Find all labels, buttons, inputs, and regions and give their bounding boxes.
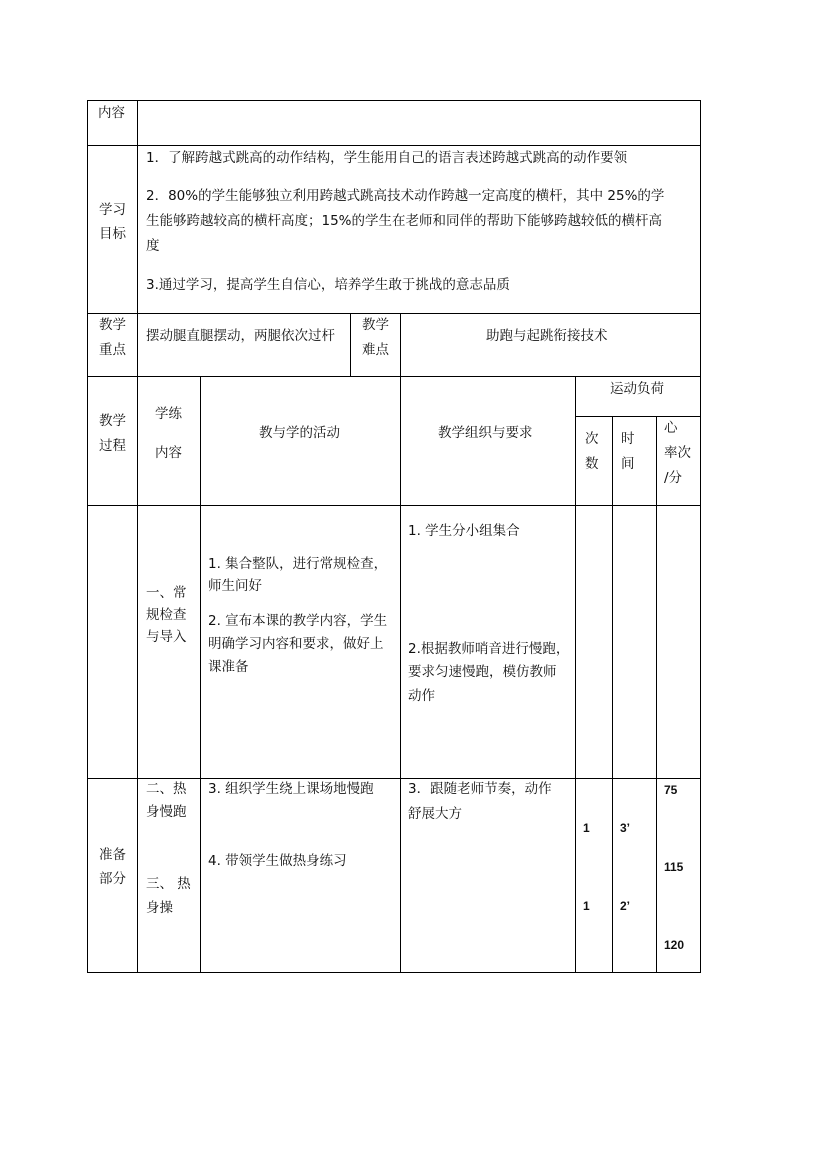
objective-item-2-line3: 度 — [146, 238, 160, 254]
activity2-line3: 课准备 — [208, 659, 249, 675]
header-heart-rate-line3: /分 — [664, 470, 683, 486]
section2-content-a-line1: 二、热 — [146, 781, 187, 797]
organization3-line2: 舒展大方 — [408, 806, 462, 822]
row-divider — [87, 505, 701, 506]
header-exercise-load: 运动负荷 — [610, 381, 664, 397]
table-border-left — [87, 100, 88, 973]
table-border-top — [87, 100, 701, 101]
content-label: 内容 — [98, 105, 125, 121]
objectives-label-line1: 学习 — [99, 202, 126, 218]
header-content-line1: 学练 — [155, 406, 182, 422]
duration-value-2: 2’ — [620, 899, 631, 913]
row-divider — [87, 313, 701, 314]
process-label-line2: 过程 — [99, 438, 126, 454]
objective-item-2-line1: 2．80%的学生能够独立利用跨越式跳高技术动作跨越一定高度的横杆，其中 25%的学 — [146, 188, 665, 204]
header-times-line2: 数 — [585, 456, 599, 472]
column-divider — [137, 100, 138, 973]
preparation-part-line2: 部分 — [99, 871, 126, 887]
row-divider — [87, 376, 701, 377]
objective-item-2-line2: 生能够跨越较高的横杆高度；15%的学生在老师和同伴的帮助下能够跨越较低的横杆高 — [146, 213, 663, 229]
header-duration-line2: 间 — [621, 456, 635, 472]
section1-content-line3: 与导入 — [146, 629, 187, 645]
activity3: 3. 组织学生绕上课场地慢跑 — [208, 781, 374, 797]
times-value-2: 1 — [583, 899, 590, 913]
row-divider — [576, 416, 701, 417]
difficulty-value: 助跑与起跳衔接技术 — [486, 328, 608, 344]
difficulty-label-line2: 难点 — [362, 342, 389, 358]
header-heart-rate-line2: 率次 — [664, 445, 691, 461]
column-divider — [575, 376, 576, 973]
header-content-line2: 内容 — [155, 445, 182, 461]
column-divider — [612, 416, 613, 973]
organization2-line1: 2.根据教师哨音进行慢跑， — [408, 641, 570, 657]
section2-content-b-line1: 三、 热 — [146, 876, 191, 892]
organization1: 1. 学生分小组集合 — [408, 523, 520, 539]
table-border-right — [700, 100, 701, 973]
activity1-line1: 1. 集合整队，进行常规检查， — [208, 556, 388, 572]
objective-item-1: 1．了解跨越式跳高的动作结构，学生能用自己的语言表述跨越式跳高的动作要领 — [146, 150, 628, 166]
key-point-label-line2: 重点 — [99, 342, 126, 358]
section1-content-line2: 规检查 — [146, 607, 187, 623]
activity2-line1: 2. 宣布本课的教学内容，学生 — [208, 613, 388, 629]
activity4: 4. 带领学生做热身练习 — [208, 853, 347, 869]
key-point-label-line1: 教学 — [99, 317, 126, 333]
organization2-line3: 动作 — [408, 688, 435, 704]
section1-content-line1: 一、常 — [146, 585, 187, 601]
heart-rate-value-2: 115 — [664, 860, 684, 874]
preparation-part-line1: 准备 — [99, 847, 126, 863]
heart-rate-value-1: 75 — [664, 783, 678, 797]
column-divider — [200, 376, 201, 973]
duration-value-1: 3’ — [620, 821, 631, 835]
header-organization: 教学组织与要求 — [438, 425, 533, 441]
column-divider — [656, 416, 657, 973]
heart-rate-value-3: 120 — [664, 938, 685, 952]
organization2-line2: 要求匀速慢跑，模仿教师 — [408, 664, 557, 680]
section2-content-a-line2: 身慢跑 — [146, 804, 187, 820]
objective-item-3: 3.通过学习，提高学生自信心，培养学生敢于挑战的意志品质 — [146, 277, 510, 293]
objectives-label-line2: 目标 — [99, 226, 126, 242]
column-divider — [400, 313, 401, 973]
difficulty-label-line1: 教学 — [362, 317, 389, 333]
activity2-line2: 明确学习内容和要求，做好上 — [208, 636, 384, 652]
header-activities: 教与学的活动 — [259, 425, 340, 441]
header-heart-rate-line1: 心 — [664, 420, 678, 436]
organization3-line1: 3．跟随老师节奏，动作 — [408, 781, 552, 797]
process-label-line1: 教学 — [99, 413, 126, 429]
activity1-line2: 师生问好 — [208, 578, 262, 594]
header-times-line1: 次 — [585, 431, 599, 447]
table-border-bottom — [87, 972, 701, 973]
times-value-1: 1 — [583, 821, 590, 835]
section2-content-b-line2: 身操 — [146, 900, 173, 916]
header-duration-line1: 时 — [621, 431, 635, 447]
key-point-value: 摆动腿直腿摆动，两腿依次过杆 — [146, 328, 335, 344]
column-divider — [350, 313, 351, 377]
